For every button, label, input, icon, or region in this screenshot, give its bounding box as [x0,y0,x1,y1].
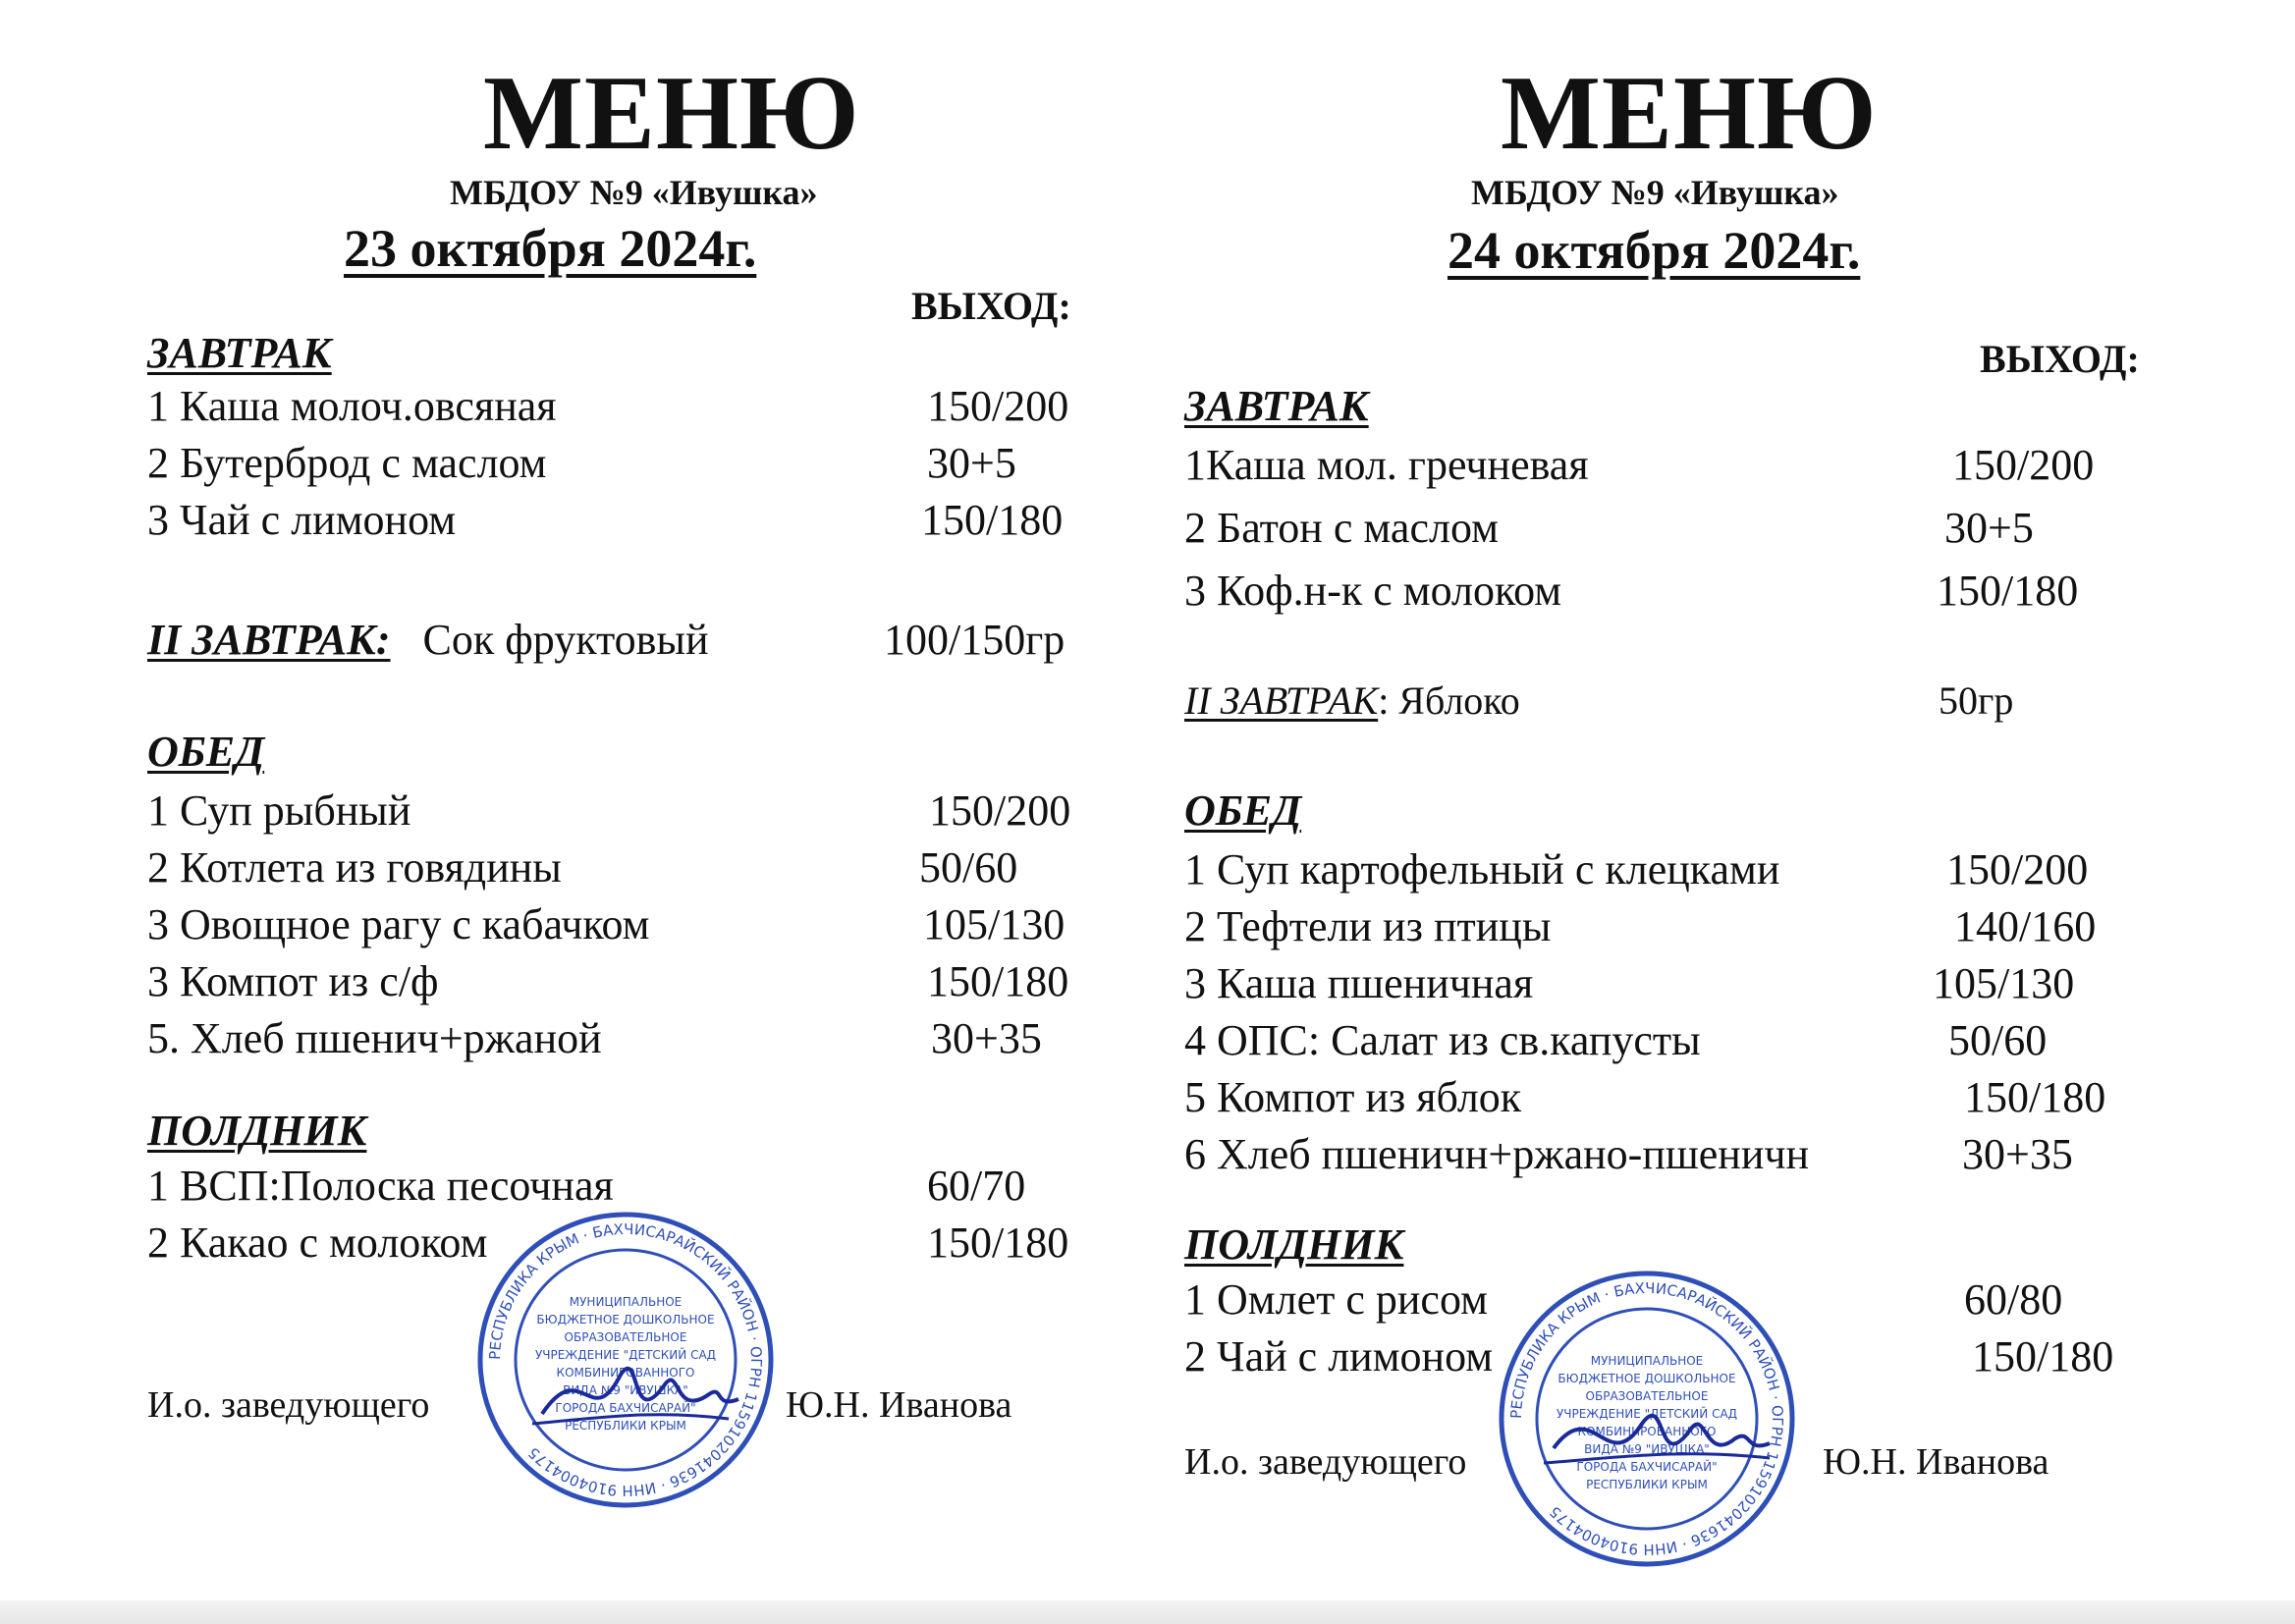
menu-item: 4 ОПС: Салат из св.капусты 50/60 [1184,1016,2048,1064]
menu-date: 24 октября 2024г. [1448,221,1861,280]
item-qty: 140/160 [1954,902,2097,950]
item-qty: 150/180 [1937,567,2079,615]
menu-item: 3 Каша пшеничная 105/130 [1184,959,2075,1007]
second-breakfast: II ЗАВТРАК: Сок фруктовый 100/150гр [147,616,1066,664]
svg-text:РЕСПУБЛИКА КРЫМ · БАХЧИСАРАЙСК: РЕСПУБЛИКА КРЫМ · БАХЧИСАРАЙСКИЙ РАЙОН · ОГРН 1159102041636 · ИНН 9104004175 [485,1219,766,1500]
menu-item: 1 Омлет с рисом 60/80 [1184,1275,2063,1324]
section-snack: ПОЛДНИК [1184,1220,1404,1269]
item-qty: 30+35 [1962,1130,2073,1178]
output-label: ВЫХОД: [1980,337,2140,381]
item-qty: 50гр [1939,678,2014,723]
signatory-role: И.о. заведующего [147,1384,430,1426]
menu-item: 2 Бутерброд с маслом 30+5 [147,439,1016,487]
item-qty: 50/60 [919,843,1018,892]
official-stamp-left [473,1208,778,1512]
menu-date: 23 октября 2024г. [344,219,757,278]
item-qty: 150/180 [1964,1073,2106,1121]
item-qty: 150/180 [1972,1332,2114,1380]
svg-text:ВИДА №9 "ИВУШКА": ВИДА №9 "ИВУШКА" [563,1383,688,1397]
item-qty: 150/200 [1946,845,2089,893]
svg-text:УЧРЕЖДЕНИЕ "ДЕТСКИЙ САД: УЧРЕЖДЕНИЕ "ДЕТСКИЙ САД [1556,1407,1738,1421]
signatory-name: Ю.Н. Иванова [1823,1441,2049,1483]
menu-item: 5. Хлеб пшенич+ржаной 30+35 [147,1014,1042,1062]
svg-text:БЮДЖЕТНОЕ ДОШКОЛЬНОЕ: БЮДЖЕТНОЕ ДОШКОЛЬНОЕ [1557,1372,1736,1385]
item-qty: 150/180 [921,496,1064,544]
item-qty: 30+35 [931,1014,1042,1062]
svg-text:ГОРОДА БАХЧИСАРАЙ": ГОРОДА БАХЧИСАРАЙ" [1576,1460,1718,1474]
organization-name: МБДОУ №9 «Ивушка» [1471,173,1839,212]
section-snack: ПОЛДНИК [147,1107,367,1155]
menu-item: 2 Тефтели из птицы 140/160 [1184,902,2097,950]
section-lunch: ОБЕД [1184,786,1302,835]
signatory-name: Ю.Н. Иванова [786,1384,1012,1426]
menu-item: 1 Каша молоч.овсяная 150/200 [147,382,1069,430]
menu-item: 1 Суп картофельный с клецками 150/200 [1184,845,2089,893]
menu-item: 6 Хлеб пшеничн+ржано-пшеничн 30+35 [1184,1130,2073,1178]
item-qty: 105/130 [923,900,1066,948]
section-lunch: ОБЕД [147,728,265,776]
menu-item: 2 Котлета из говядины 50/60 [147,843,1018,892]
menu-title: МЕНЮ [483,55,860,172]
official-stamp-right [1495,1267,1799,1571]
item-qty: 50/60 [1948,1016,2048,1064]
organization-name: МБДОУ №9 «Ивушка» [450,173,818,212]
menu-item: 3 Компот из с/ф 150/180 [147,957,1069,1005]
item-qty: 30+5 [1944,504,2034,552]
svg-text:МУНИЦИПАЛЬНОЕ: МУНИЦИПАЛЬНОЕ [1590,1354,1704,1368]
menu-title: МЕНЮ [1501,55,1878,172]
svg-text:РЕСПУБЛИКА КРЫМ · БАХЧИСАРАЙСК: РЕСПУБЛИКА КРЫМ · БАХЧИСАРАЙСКИЙ РАЙОН · ОГРН 1159102041636 · ИНН 9104004175 [1506,1278,1787,1559]
svg-text:РЕСПУБЛИКИ КРЫМ: РЕСПУБЛИКИ КРЫМ [565,1419,686,1433]
second-breakfast: II ЗАВТРАК: Яблоко 50гр [1184,678,2014,723]
svg-text:ОБРАЗОВАТЕЛЬНОЕ: ОБРАЗОВАТЕЛЬНОЕ [1585,1389,1709,1403]
menu-item: 3 Коф.н-к с молоком 150/180 [1184,567,2079,615]
item-qty: 30+5 [927,439,1016,487]
menu-item: 2 Батон с маслом 30+5 [1184,504,2034,552]
item-qty: 150/200 [927,382,1069,430]
output-label: ВЫХОД: [911,284,1071,328]
svg-text:БЮДЖЕТНОЕ ДОШКОЛЬНОЕ: БЮДЖЕТНОЕ ДОШКОЛЬНОЕ [536,1313,715,1326]
svg-text:ГОРОДА БАХЧИСАРАЙ": ГОРОДА БАХЧИСАРАЙ" [555,1401,696,1415]
menu-item: 2 Какао с молоком 150/180 [147,1218,1069,1267]
item-qty: 60/80 [1964,1275,2063,1324]
svg-text:ОБРАЗОВАТЕЛЬНОЕ: ОБРАЗОВАТЕЛЬНОЕ [564,1330,687,1344]
menu-item: 5 Компот из яблок 150/180 [1184,1073,2106,1121]
svg-text:УЧРЕЖДЕНИЕ "ДЕТСКИЙ САД: УЧРЕЖДЕНИЕ "ДЕТСКИЙ САД [534,1348,717,1362]
scan-edge [0,1600,2295,1624]
svg-text:ВИДА №9 "ИВУШКА": ВИДА №9 "ИВУШКА" [1584,1442,1710,1456]
svg-text:МУНИЦИПАЛЬНОЕ: МУНИЦИПАЛЬНОЕ [569,1295,683,1309]
item-qty: 150/180 [927,957,1069,1005]
svg-text:КОМБИНИРОВАННОГО: КОМБИНИРОВАННОГО [1577,1425,1717,1438]
menu-item: 1 Суп рыбный 150/200 [147,786,1071,835]
section-breakfast: ЗАВТРАК [147,329,332,377]
menu-item: 2 Чай с лимоном 150/180 [1184,1332,2114,1380]
menu-item: 1Каша мол. гречневая 150/200 [1184,441,2095,489]
section-second-breakfast: II ЗАВТРАК: [147,616,391,664]
menu-item: 1 ВСП:Полоска песочная 60/70 [147,1162,1026,1210]
item-qty: 60/70 [927,1162,1026,1210]
signatory-role: И.о. заведующего [1184,1441,1467,1483]
section-second-breakfast: II ЗАВТРАК [1184,678,1379,723]
item-qty: 150/200 [929,786,1071,835]
section-breakfast: ЗАВТРАК [1184,382,1369,430]
item-qty: 150/200 [1952,441,2095,489]
item-qty: 105/130 [1933,959,2075,1007]
svg-text:КОМБИНИРОВАННОГО: КОМБИНИРОВАННОГО [556,1366,695,1380]
item-qty: 150/180 [927,1218,1069,1267]
svg-text:РЕСПУБЛИКИ КРЫМ: РЕСПУБЛИКИ КРЫМ [1586,1478,1708,1491]
item-qty: 100/150гр [884,616,1066,664]
menu-item: 3 Овощное рагу с кабачком 105/130 [147,900,1066,948]
menu-item: 3 Чай с лимоном 150/180 [147,496,1064,544]
